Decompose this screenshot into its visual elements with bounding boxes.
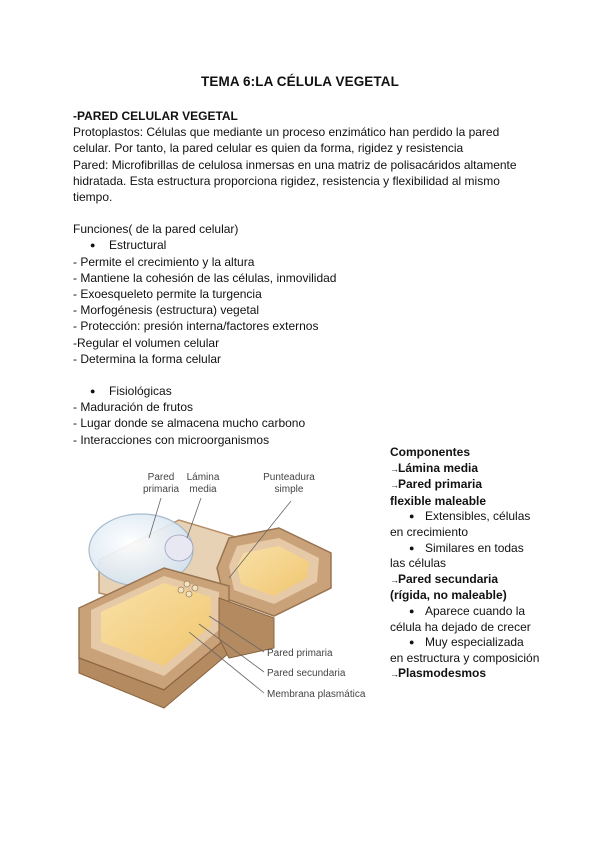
paragraph-line: tiempo. [73,190,113,205]
paragraph-line: celular. Por tanto, la pared celular es quien da forma, rigidez y resistencia [73,141,464,156]
pared-primaria-desc: flexible maleable [390,493,487,508]
label-punteadura: Punteadura [263,472,315,483]
page-title: TEMA 6:LA CÉLULA VEGETAL [201,74,399,89]
paragraph-line: Pared: Microfibrillas de celulosa inmersas en una matriz de polisacáridos altamente [73,157,517,172]
functions-title: Funciones( de la pared celular) [73,222,239,237]
label-membrana-plasmatica: Membrana plasmática [267,689,366,700]
label-pared-primaria-top: primaria [142,484,180,495]
bullet-dot-icon: ● [90,240,96,251]
components-column [390,445,540,683]
list-item: ● Extensibles, células en crecimiento [390,509,531,539]
bullet-dot-icon: ● [409,511,415,522]
physiological-label: Fisiológicas [109,384,172,399]
components-title: Componentes [390,445,471,459]
list-item: ● Muy especializada en estructura y composición [390,635,540,665]
bullet-physiological [73,383,543,399]
structural-label: Estructural [109,238,167,253]
list-item: - Interacciones con microorganismos [73,432,270,447]
label-pared-primaria: Pared primaria [267,648,333,659]
list-item: - Mantiene la cohesión de las células, inmovilidad [73,270,337,285]
pared-secundaria-desc: (rígida, no maleable) [390,588,507,603]
bullet-dot-icon: ● [90,386,96,397]
list-item: - Exoesqueleto permite la turgencia [73,287,262,302]
arrow-icon: → [390,574,398,585]
section-heading: -PARED CELULAR VEGETAL [73,109,238,123]
list-item: - Morfogénesis (estructura) vegetal [73,303,260,318]
bullet-dot-icon: ● [409,542,415,553]
list-item: ● Similares en todas las células [390,540,524,571]
label-lamina-media: media [189,484,217,495]
cell-wall-figure [69,468,381,712]
paragraph-line: hidratada. Esta estructura proporciona rigidez, resistencia y flexibilidad al mismo [73,173,500,188]
component-pared-secundaria: →Pared secundaria [390,571,499,586]
component-pared-primaria: →Pared primaria [390,477,483,492]
component-lamina-media: →Lámina media [390,460,479,475]
list-item: - Lugar donde se almacena mucho carbono [73,416,306,431]
paragraph-line: Protoplastos: Células que mediante un proceso enzimático han perdido la pared [73,125,500,140]
bullet-dot-icon: ● [409,637,415,648]
bullet-dot-icon: ● [409,605,415,616]
list-item: - Protección: presión interna/factores externos [73,319,319,334]
list-item: - Permite el crecimiento y la altura [73,254,255,269]
arrow-icon: → [390,480,398,491]
main-text [73,108,543,448]
list-item: - Determina la forma celular [73,351,222,366]
arrow-icon: → [390,669,398,680]
label-lamina-media: Lámina [186,472,220,483]
component-plasmodesmos: →Plasmodesmos [390,666,487,681]
list-item: -Regular el volumen celular [73,335,220,350]
list-item: ● Aparece cuando la célula ha dejado de crecer [390,603,531,634]
arrow-icon: → [390,463,398,474]
list-item: - Maduración de frutos [73,400,194,415]
bullet-structural [73,237,543,253]
label-pared-primaria-top: Pared [147,472,175,483]
label-punteadura: simple [274,484,304,495]
label-pared-secundaria: Pared secundaria [267,668,346,679]
